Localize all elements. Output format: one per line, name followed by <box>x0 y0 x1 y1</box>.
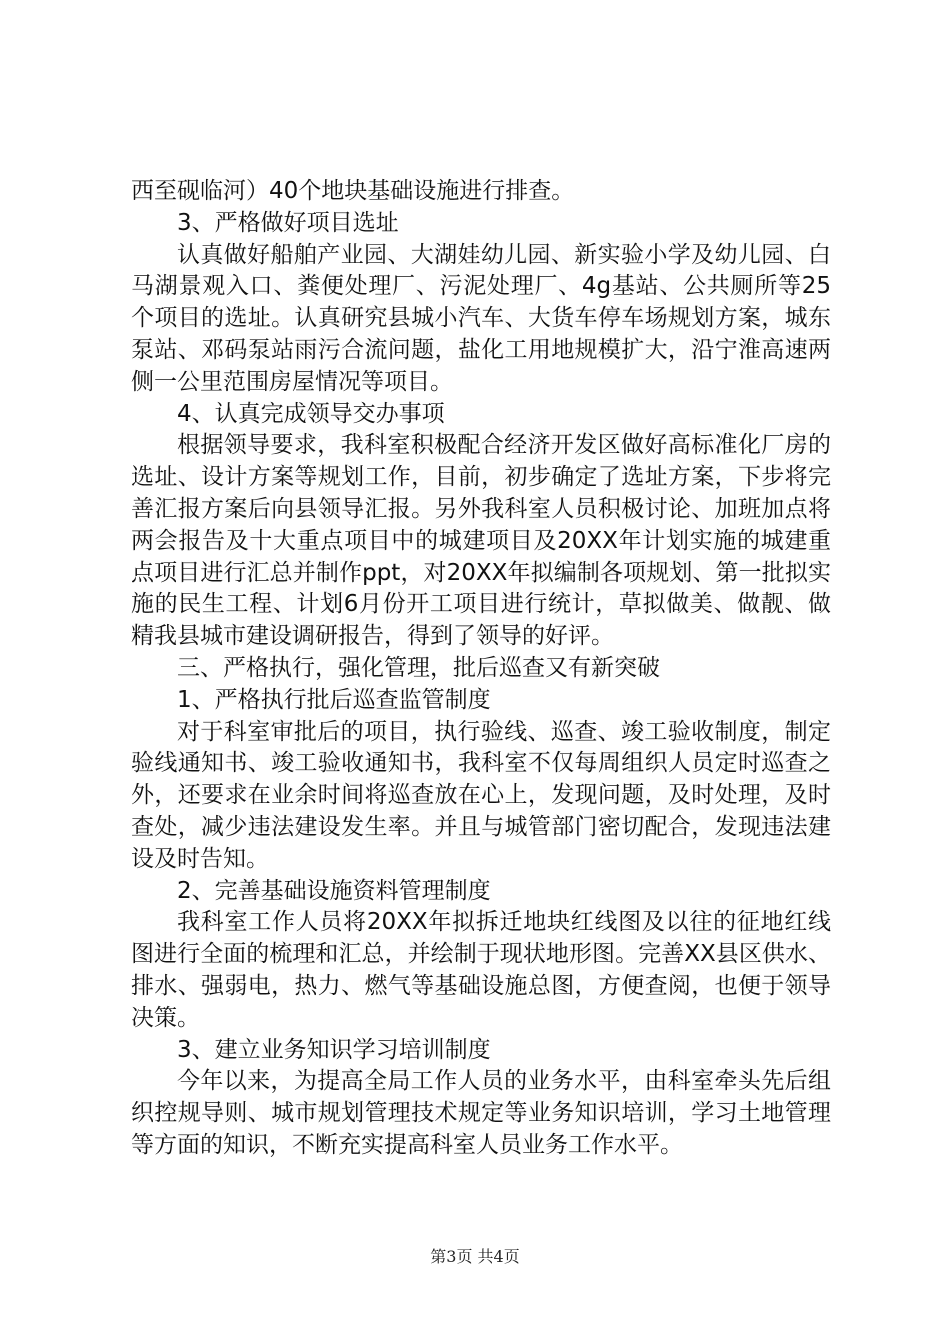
page-footer <box>0 1244 950 1267</box>
body-paragraph: 认真做好船舶产业园、大湖娃幼儿园、新实验小学及幼儿园、白马湖景观入口、粪便处理厂、污泥处理厂、4g基站、公共厕所等25个项目的选址。认真研究县城小汽车、大货车停车场规划方案，城东泵站、邓码泵站雨污合流问题，盐化工用地规模扩大，沿宁淮高速两侧一公里范围房屋情况等项目。 <box>131 241 831 395</box>
body-paragraph: 根据领导要求，我科室积极配合经济开发区做好高标准化厂房的选址、设计方案等规划工作，目前，初步确定了选址方案，下步将完善汇报方案后向县领导汇报。另外我科室人员积极讨论、加班加点将两会报告及十大重点项目中的城建项目及20XX年计划实施的城建重点项目进行汇总并制作ppt，对20XX年拟编制各项规划、第一批拟实施的民生工程、计划6月份开工项目进行统计，草拟做美、做靓、做精我县城市建设调研报告，得到了领导的好评。 <box>131 432 831 650</box>
body-paragraph: 今年以来，为提高全局工作人员的业务水平，由科室牵头先后组织控规导则、城市规划管理技术规定等业务知识培训，学习土地管理等方面的知识，不断充实提高科室人员业务工作水平。 <box>131 1068 831 1158</box>
section-heading: 3、建立业务知识学习培训制度 <box>177 1036 491 1063</box>
document-body <box>131 176 831 1162</box>
body-paragraph: 对于科室审批后的项目，执行验线、巡查、竣工验收制度，制定验线通知书、竣工验收通知书，我科室不仅每周组织人员定时巡查之外，还要求在业余时间将巡查放在心上，发现问题，及时处理，及时查处，减少违法建设发生率。并且与城管部门密切配合，发现违法建设及时告知。 <box>131 718 831 872</box>
paragraph-continuation: 西至砚临河）40个地块基础设施进行排查。 <box>131 178 575 204</box>
section-heading: 3、严格做好项目选址 <box>177 209 399 236</box>
section-heading: 2、完善基础设施资料管理制度 <box>177 877 491 904</box>
section-heading: 4、认真完成领导交办事项 <box>177 400 445 427</box>
section-heading: 1、严格执行批后巡查监管制度 <box>177 686 491 713</box>
body-paragraph: 我科室工作人员将20XX年拟拆迁地块红线图及以往的征地红线图进行全面的梳理和汇总，并绘制于现状地形图。完善XX县区供水、排水、强弱电，热力、燃气等基础设施总图，方便查阅，也便于领导决策。 <box>131 909 831 1031</box>
chapter-heading: 三、严格执行，强化管理，批后巡查又有新突破 <box>177 654 660 681</box>
page-number-label: 第3页 共4页 <box>430 1247 520 1266</box>
